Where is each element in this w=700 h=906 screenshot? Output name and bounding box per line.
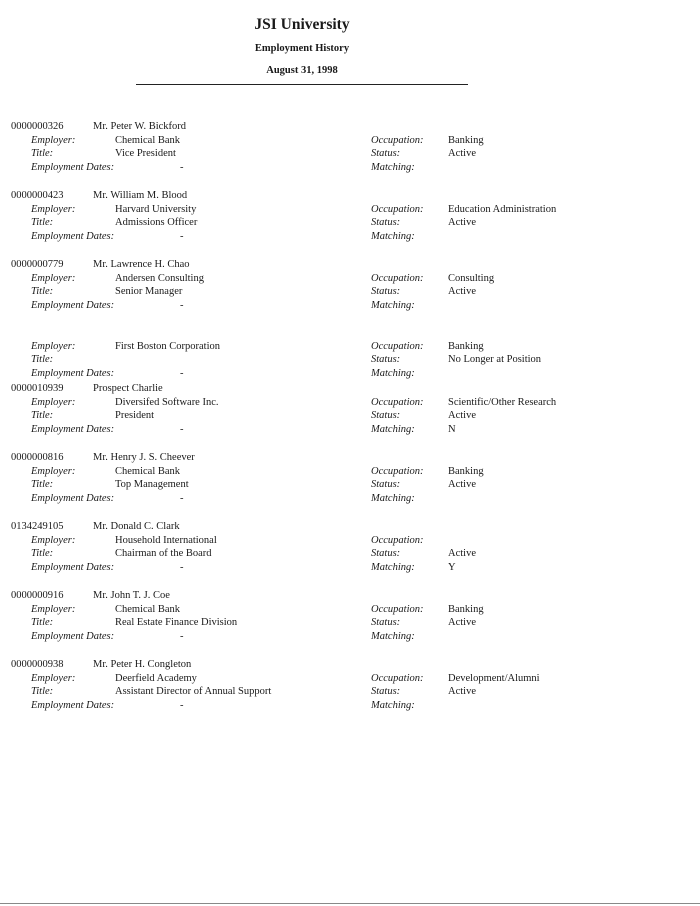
record-id: 0000000816 xyxy=(11,452,64,463)
status-value: Active xyxy=(448,617,476,628)
status-value: Active xyxy=(448,286,476,297)
employer-label: Employer: xyxy=(31,134,76,146)
header-divider xyxy=(136,84,468,85)
employment-record xyxy=(0,259,700,319)
dates-label: Employment Dates: xyxy=(31,231,115,242)
employment-record xyxy=(0,190,700,250)
report-subtitle: Employment History xyxy=(254,43,350,54)
title-value: Admissions Officer xyxy=(115,217,198,228)
title-value: Senior Manager xyxy=(115,286,183,297)
matching-label: Matching: xyxy=(371,631,415,642)
dates-value: - xyxy=(180,493,184,504)
employer-value: Harvard University xyxy=(115,203,197,215)
status-label: Status: xyxy=(371,217,401,228)
record-name: Prospect Charlie xyxy=(93,383,163,394)
employer-label: Employer: xyxy=(31,272,76,284)
title-label: Title: xyxy=(31,617,54,628)
status-label: Status: xyxy=(371,148,401,159)
employer-label: Employer: xyxy=(31,465,76,477)
employer-label: Employer: xyxy=(31,340,76,352)
employment-record xyxy=(0,327,700,387)
status-value: Active xyxy=(448,410,476,421)
title-value: Top Management xyxy=(115,479,189,490)
record-id: 0000010939 xyxy=(11,383,64,394)
occupation-label: Occupation: xyxy=(371,672,424,684)
record-id: 0000000779 xyxy=(11,259,64,270)
dates-value: - xyxy=(180,368,184,379)
matching-label: Matching: xyxy=(371,424,415,435)
record-name: Mr. Donald C. Clark xyxy=(93,521,180,532)
title-value: Real Estate Finance Division xyxy=(115,617,238,628)
dates-label: Employment Dates: xyxy=(31,300,115,311)
matching-label: Matching: xyxy=(371,368,415,379)
status-value: Active xyxy=(448,148,476,159)
occupation-label: Occupation: xyxy=(371,340,424,352)
title-label: Title: xyxy=(31,548,54,559)
title-label: Title: xyxy=(31,217,54,228)
dates-label: Employment Dates: xyxy=(31,368,115,379)
occupation-value: Banking xyxy=(448,465,484,477)
dates-label: Employment Dates: xyxy=(31,424,115,435)
occupation-value: Banking xyxy=(448,603,484,615)
employment-record xyxy=(0,659,700,719)
occupation-value: Development/Alumni xyxy=(448,672,540,684)
dates-value: - xyxy=(180,231,184,242)
record-name: Mr. Henry J. S. Cheever xyxy=(93,452,195,463)
record-name: Mr. William M. Blood xyxy=(93,190,188,201)
matching-label: Matching: xyxy=(371,162,415,173)
matching-value: Y xyxy=(448,562,456,573)
occupation-value: Banking xyxy=(448,340,484,352)
occupation-value: Banking xyxy=(448,134,484,146)
status-label: Status: xyxy=(371,686,401,697)
status-label: Status: xyxy=(371,548,401,559)
dates-value: - xyxy=(180,424,184,435)
status-label: Status: xyxy=(371,286,401,297)
status-label: Status: xyxy=(371,410,401,421)
employer-value: Deerfield Academy xyxy=(115,672,197,684)
employer-value: Andersen Consulting xyxy=(115,272,204,284)
dates-label: Employment Dates: xyxy=(31,700,115,711)
occupation-label: Occupation: xyxy=(371,465,424,477)
report-date: August 31, 1998 xyxy=(266,65,338,76)
title-label: Title: xyxy=(31,479,54,490)
employer-value: First Boston Corporation xyxy=(115,340,221,352)
dates-value: - xyxy=(180,631,184,642)
employer-label: Employer: xyxy=(31,534,76,546)
occupation-label: Occupation: xyxy=(371,203,424,215)
title-value: Assistant Director of Annual Support xyxy=(115,686,272,697)
employment-record xyxy=(0,383,700,443)
employer-value: Household International xyxy=(115,534,217,546)
employer-value: Chemical Bank xyxy=(115,603,181,615)
dates-value: - xyxy=(180,700,184,711)
dates-label: Employment Dates: xyxy=(31,162,115,173)
status-label: Status: xyxy=(371,617,401,628)
dates-value: - xyxy=(180,162,184,173)
title-value: Vice President xyxy=(115,148,176,159)
employment-record xyxy=(0,521,700,581)
record-id: 0000000326 xyxy=(11,121,64,132)
matching-label: Matching: xyxy=(371,562,415,573)
employer-value: Diversifed Software Inc. xyxy=(115,396,219,408)
record-id: 0000000423 xyxy=(11,190,64,201)
employer-label: Employer: xyxy=(31,203,76,215)
occupation-label: Occupation: xyxy=(371,603,424,615)
university-title: JSI University xyxy=(254,16,350,33)
record-id: 0000000916 xyxy=(11,590,64,601)
employer-label: Employer: xyxy=(31,672,76,684)
employment-record xyxy=(0,590,700,650)
occupation-value: Consulting xyxy=(448,272,495,284)
dates-label: Employment Dates: xyxy=(31,562,115,573)
employer-label: Employer: xyxy=(31,603,76,615)
matching-label: Matching: xyxy=(371,700,415,711)
status-value: Active xyxy=(448,479,476,490)
occupation-label: Occupation: xyxy=(371,396,424,408)
title-label: Title: xyxy=(31,686,54,697)
record-id: 0134249105 xyxy=(11,521,64,532)
occupation-value: Scientific/Other Research xyxy=(448,396,557,408)
dates-label: Employment Dates: xyxy=(31,631,115,642)
matching-label: Matching: xyxy=(371,300,415,311)
title-label: Title: xyxy=(31,410,54,421)
title-label: Title: xyxy=(31,148,54,159)
record-name: Mr. Peter W. Bickford xyxy=(93,121,187,132)
dates-label: Employment Dates: xyxy=(31,493,115,504)
record-name: Mr. John T. J. Coe xyxy=(93,590,170,601)
record-id: 0000000938 xyxy=(11,659,64,670)
matching-label: Matching: xyxy=(371,493,415,504)
occupation-label: Occupation: xyxy=(371,534,424,546)
status-label: Status: xyxy=(371,354,401,365)
occupation-value: Education Administration xyxy=(448,203,557,215)
employment-record xyxy=(0,121,700,181)
title-value: President xyxy=(115,410,155,421)
title-label: Title: xyxy=(31,354,54,365)
occupation-label: Occupation: xyxy=(371,272,424,284)
matching-value: N xyxy=(448,424,456,435)
status-value: Active xyxy=(448,217,476,228)
status-label: Status: xyxy=(371,479,401,490)
status-value: Active xyxy=(448,548,476,559)
employer-value: Chemical Bank xyxy=(115,465,181,477)
dates-value: - xyxy=(180,300,184,311)
employer-value: Chemical Bank xyxy=(115,134,181,146)
dates-value: - xyxy=(180,562,184,573)
record-name: Mr. Lawrence H. Chao xyxy=(93,259,190,270)
title-label: Title: xyxy=(31,286,54,297)
employer-label: Employer: xyxy=(31,396,76,408)
occupation-label: Occupation: xyxy=(371,134,424,146)
title-value: Chairman of the Board xyxy=(115,548,212,559)
matching-label: Matching: xyxy=(371,231,415,242)
employment-record xyxy=(0,452,700,512)
status-value: No Longer at Position xyxy=(448,354,542,365)
status-value: Active xyxy=(448,686,476,697)
record-name: Mr. Peter H. Congleton xyxy=(93,659,192,670)
page-bottom-edge xyxy=(0,903,700,904)
